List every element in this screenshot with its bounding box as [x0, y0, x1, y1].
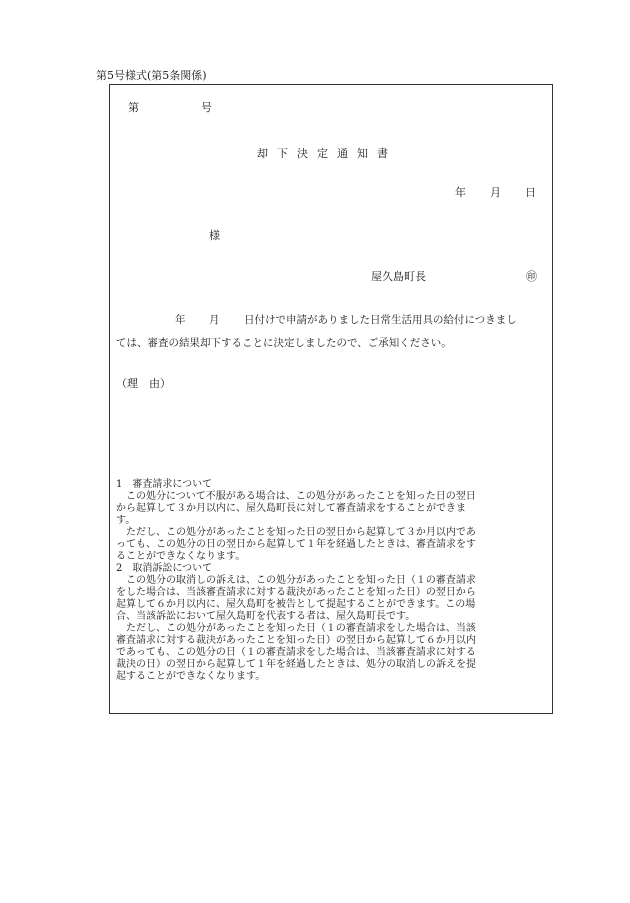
- document-title: 却下決定通知書: [257, 147, 397, 160]
- addressee-suffix: 様: [209, 229, 220, 242]
- section1-para2-line3: ることができなくなります。: [116, 551, 246, 562]
- date-month: 月: [490, 186, 501, 199]
- section2-heading: 2 取消訴訟について: [116, 563, 213, 574]
- section2-para2-line4: 裁決の日）の翌日から起算して１年を経過したときは、処分の取消しの訴えを提: [116, 659, 476, 670]
- section2-para2-line1: ただし、この処分があったことを知った日（１の審査請求をした場合は、当該: [126, 623, 476, 634]
- notice-year: 年: [175, 314, 186, 326]
- section1-para1-line1: この処分について不服がある場合は、この処分があったことを知った日の翌日: [126, 491, 476, 502]
- section1-para2-line2: っても、この処分の日の翌日から起算して１年を経過したときは、審査請求をす: [116, 539, 476, 550]
- seal-mark: ㊞: [526, 270, 537, 283]
- section2-para2-line2: 審査請求に対する裁決があったことを知った日）の翌日から起算して６か月以内: [116, 635, 476, 646]
- section2-para1-line1: この処分の取消しの訴えは、この処分があったことを知った日（１の審査請求: [126, 575, 476, 586]
- section1-heading: 1 審査請求について: [116, 479, 213, 490]
- section2-para1-line2: をした場合は、当該審査請求に対する裁決があったことを知った日）の翌日から: [116, 587, 476, 598]
- issuer-name: 屋久島町長: [371, 270, 426, 283]
- notice-line1: 日付けで申請がありました日常生活用具の給付につきまし: [244, 314, 517, 326]
- section2-para2-line5: 起することができなくなります。: [116, 671, 266, 682]
- section2-para2-line3: であっても、この処分の日（１の審査請求をした場合は、当該審査請求に対する: [116, 647, 476, 658]
- section1-para1-line2: から起算して３か月以内に、屋久島町長に対して審査請求をすることができま: [116, 503, 466, 514]
- section2-para1-line3: 起算して６か月以内に、屋久島町を被告として提起することができます。この場: [116, 599, 476, 610]
- section2-para1-line4: 合、当該訴訟において屋久島町を代表する者は、屋久島町長です。: [116, 611, 416, 622]
- number-prefix: 第: [128, 101, 139, 114]
- date-year: 年: [455, 186, 466, 199]
- notice-line2: ては、審査の結果却下することに決定しましたので、ご承知ください。: [116, 337, 452, 349]
- instructions: [116, 479, 548, 683]
- number-suffix: 号: [201, 101, 212, 114]
- reason-label: （理 由）: [116, 377, 171, 390]
- form-label: 第5号様式(第5条関係): [96, 69, 207, 82]
- section1-para1-line3: す。: [116, 515, 136, 526]
- date-day: 日: [525, 186, 536, 199]
- notice-month: 月: [209, 314, 220, 326]
- section1-para2-line1: ただし、この処分があったことを知った日の翌日から起算して３か月以内であ: [126, 527, 476, 538]
